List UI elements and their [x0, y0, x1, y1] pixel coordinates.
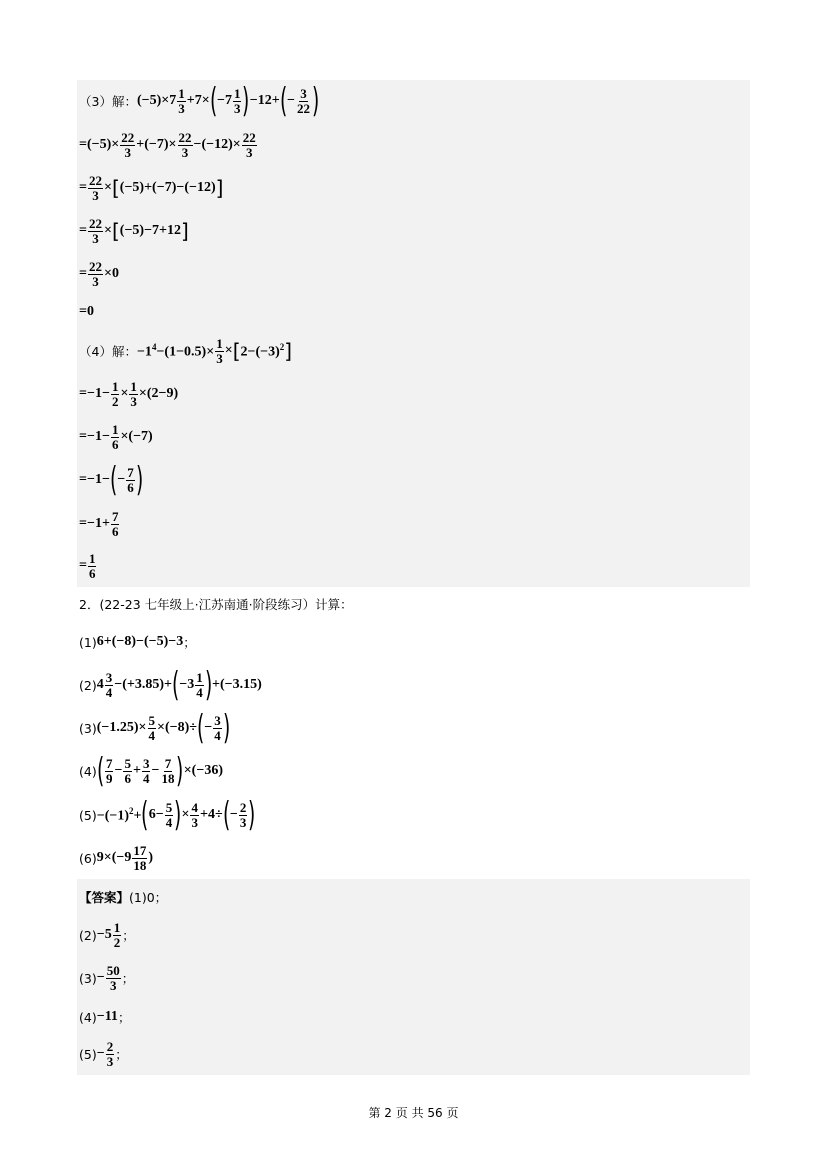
problem2-item-4: (4) ( $\frac{7}{9}$ − $\frac{5}{6}$ + $\frac{3}{4}$ − $\frac{7}{18}$ ) ×(−36): [79, 751, 223, 791]
problem2-item-2: (2) 4 $\frac{3}{4}$ −(+3.85)+ ( −3 $\frac{1}{4}$ ) +(−3.15): [79, 665, 262, 705]
part4-step-3: =−1− ( − $\frac{7}{6}$ ): [79, 460, 143, 500]
part4-question: （4）解： $-1^4-(1-0.5)\times$ $\frac{1}{3}$ × [ $2-(-3)^2$ ]: [79, 335, 293, 366]
page-number: 2: [384, 1106, 392, 1120]
problem2-item-6: (6) 9×(−9 $\frac{17}{18}$ ): [79, 842, 154, 873]
problem2-header: 2．(22-23 七年级上·江苏南通·阶段练习）计算：: [79, 597, 353, 612]
part3-step-4: = $\frac{22}{3}$ ×0: [79, 258, 119, 289]
problem2-item-3: (3) (−1.25)× $\frac{5}{4}$ ×(−8)÷ ( − $\frac{3}{4}$ ): [79, 708, 230, 748]
answer-line-4: (4) −11 ；: [79, 1009, 131, 1025]
part4-step-2: =−1− $\frac{1}{6}$ ×(−7): [79, 421, 153, 452]
page-total: 56: [427, 1106, 443, 1120]
answer-line-1: 【答案】 (1)0；: [79, 890, 168, 905]
part3-question: （3）解： (−5)×7 $\frac{1}{3}$ +7× ( −7 $\frac{1}{3}$ ) −12+ ( − $\frac{3}{22}$ ): [79, 81, 320, 121]
answer-line-2: (2) −5 $\frac{1}{2}$ ；: [79, 919, 135, 950]
part3-step-3: = $\frac{22}{3}$ × [ (−5)−7+12 ]: [79, 215, 189, 246]
part3-step-2: = $\frac{22}{3}$ × [ (−5)+(−7)−(−12) ]: [79, 172, 224, 203]
answer-line-3: (3) − $\frac{50}{3}$ ；: [79, 962, 135, 993]
part3-label: （3）解：: [79, 94, 137, 109]
problem2-item-5: (5) $-(-1)^2+$ ( 6− $\frac{5}{4}$ ) × $\frac{4}{3}$ +4÷ ( − $\frac{2}{3}$ ): [79, 795, 256, 835]
page-footer: 第 2 页 共 56 页: [368, 1106, 459, 1120]
part4-label: （4）解：: [79, 344, 137, 359]
part4-step-5: = $\frac{1}{6}$: [79, 550, 96, 581]
answer-line-5: (5) − $\frac{2}{3}$ ；: [79, 1038, 128, 1069]
answer-label: 【答案】: [79, 890, 130, 905]
part4-step-4: =−1+ $\frac{7}{6}$: [79, 508, 119, 539]
answer-block-shade: [77, 879, 750, 1075]
part4-step-1: =−1− $\frac{1}{2}$ × $\frac{1}{3}$ ×(2−9): [79, 378, 179, 409]
part3-step-5: =0: [79, 304, 94, 319]
part3-step-1: =(−5)× $\frac{22}{3}$ +(−7)× $\frac{22}{3}$ −(−12)× $\frac{22}{3}$: [79, 129, 256, 160]
problem2-item-1: (1) 6+(−8)−(−5)−3 ；: [79, 634, 196, 650]
